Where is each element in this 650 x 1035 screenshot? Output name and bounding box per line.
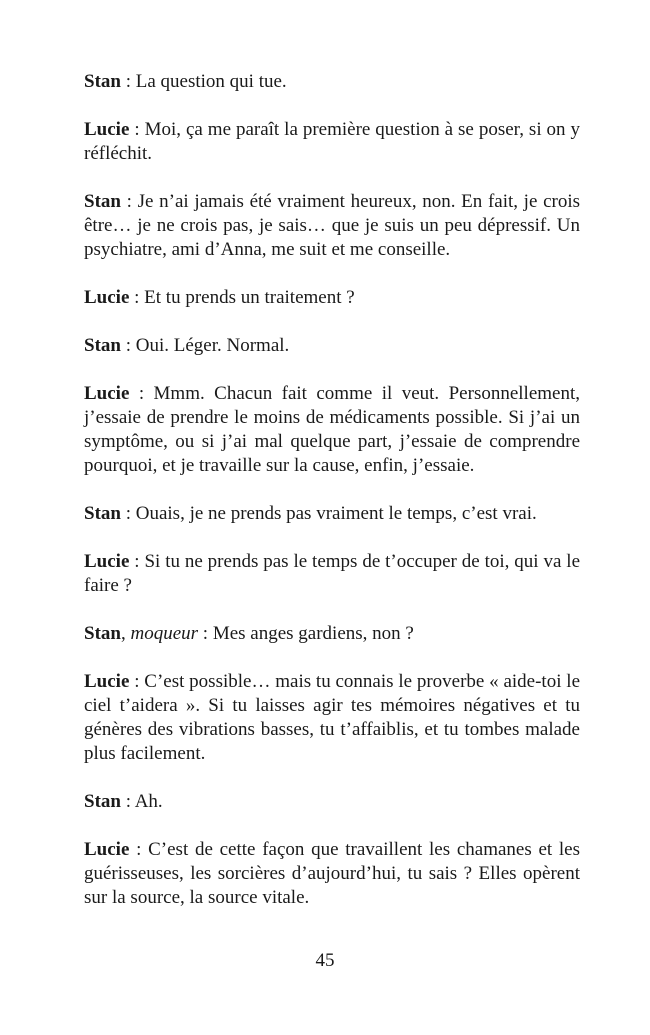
dialogue-paragraph [84,502,580,526]
speaker-name: Lucie [84,671,130,692]
dialogue-text: C’est possible… mais tu connais le proverbe « aide-toi le ciel t’aidera ». Si tu laisses agir tes mémoires négatives et tu génères des vibrations basses, tu t’affaiblis, et tu tombes malade plus facilement. [84,671,580,764]
page-body [84,70,580,934]
dialogue-paragraph [84,334,580,358]
dialogue-text: Oui. Léger. Normal. [135,335,290,356]
speaker-name: Lucie [84,383,130,404]
separator: : [120,191,138,212]
dialogue-text: C’est de cette façon que travaillent les chamanes et les guérisseuses, les sorcières d’aujourd’hui, tu sais ? Elles opèrent sur la source, la source vitale. [84,839,581,908]
separator: : [120,791,135,812]
dialogue-text: Je n’ai jamais été vraiment heureux, non. En fait, je crois être… je ne crois pas, je sais… que je suis un peu dépressif. Un psychiatre, ami d’Anna, me suit et me conseille. [84,191,581,260]
speaker-name: Stan [84,623,121,644]
dialogue-paragraph [84,118,580,166]
separator: : [120,335,136,356]
speaker-name: Lucie [84,551,130,572]
dialogue-paragraph [84,550,580,598]
dialogue-paragraph [84,790,580,814]
separator: : [129,287,145,308]
speaker-name: Stan [84,791,121,812]
dialogue-text: Mmm. Chacun fait comme il veut. Personnellement, j’essaie de prendre le moins de médicaments possible. Si j’ai un symptôme, ou si j’ai mal quelque part, j’essaie de comprendre pourquoi, et je travaille sur la cause, enfin, j’essaie. [84,383,580,476]
dialogue-paragraph [84,70,580,94]
dialogue-text: Ah. [134,791,163,812]
speaker-name: Lucie [84,839,130,860]
dialogue-text: Ouais, je ne prends pas vraiment le temps, c’est vrai. [135,503,537,524]
dialogue-paragraph [84,286,580,310]
dialogue-paragraph [84,838,580,910]
dialogue-text: Si tu ne prends pas le temps de t’occuper de toi, qui va le faire ? [84,551,580,596]
speaker-name: Stan [84,503,121,524]
dialogue-text: La question qui tue. [135,71,287,92]
stage-direction: moqueur [130,623,199,644]
dialogue-text: Moi, ça me paraît la première question à se poser, si on y réfléchit. [84,119,581,164]
separator: : [129,671,145,692]
page-number: 45 [315,950,335,971]
speaker-name: Stan [84,191,121,212]
separator: : [129,551,145,572]
dialogue-text: Et tu prends un traitement ? [144,287,355,308]
separator: : [129,383,154,404]
dialogue-paragraph [84,670,580,766]
speaker-name: Stan [84,335,121,356]
dialogue-paragraph [84,382,580,478]
speaker-name: Stan [84,71,121,92]
speaker-name: Lucie [84,287,130,308]
separator: : [129,119,145,140]
separator: : [129,839,149,860]
separator: : [198,623,213,644]
separator: : [120,503,136,524]
dialogue-paragraph: Stan, moqueur : Mes anges gardiens, non ? [84,623,414,644]
separator: : [120,71,136,92]
dialogue-text: Mes anges gardiens, non ? [212,623,414,644]
dialogue-paragraph [84,190,580,262]
speaker-name: Lucie [84,119,130,140]
